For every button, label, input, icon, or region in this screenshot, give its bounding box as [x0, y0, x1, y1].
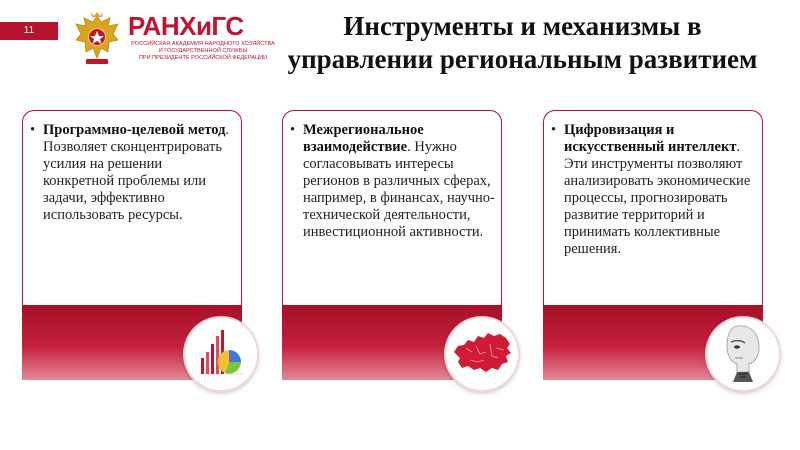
slide-title	[250, 10, 795, 76]
bar-chart-pie-icon	[185, 318, 257, 390]
slide-number: 11	[0, 22, 58, 40]
robot-head-icon	[707, 318, 779, 390]
logo-subtitle-line: И ГОСУДАРСТВЕННОЙ СЛУЖБЫ	[158, 48, 248, 54]
logo-wordmark: РАНХиГС	[128, 11, 244, 41]
double-headed-eagle-emblem-icon	[72, 10, 122, 66]
card-text	[30, 122, 235, 224]
bullet: •	[551, 122, 557, 138]
card-text	[551, 122, 756, 258]
russia-map-icon	[446, 318, 518, 390]
card-heading: Межрегиональное взаимодействие	[303, 122, 424, 155]
logo-subtitle-line: РОССИЙСКАЯ АКАДЕМИЯ НАРОДНОГО ХОЗЯЙСТВА	[131, 41, 275, 47]
bullet: •	[30, 122, 36, 138]
card-body: . Эти инструменты позволяют анализировать экономические процессы, прогнозировать развитие территорий и принимать коллективные решения.	[564, 139, 751, 257]
card-body: . Нужно согласовывать интересы регионов в различных сферах, например, в финансах, научно-технической деятельности, инвестиционной активности.	[303, 139, 495, 240]
ranepa-logo	[72, 10, 275, 70]
card-text	[290, 122, 495, 241]
card-body: . Позволяет сконцентрировать усилия на решении конкретной проблемы или задачи, эффективно использовать ресурсы.	[43, 122, 230, 223]
card-heading: Программно-целевой метод	[43, 122, 226, 138]
card-heading: Цифровизация и искусственный интеллект	[564, 122, 737, 155]
slide-title-line: управлении региональным развитием	[287, 44, 758, 74]
bullet: •	[290, 122, 296, 138]
logo-subtitle-line: ПРИ ПРЕЗИДЕНТЕ РОССИЙСКОЙ ФЕДЕРАЦИИ	[138, 55, 268, 61]
slide-title-line: Инструменты и механизмы в	[343, 11, 702, 41]
